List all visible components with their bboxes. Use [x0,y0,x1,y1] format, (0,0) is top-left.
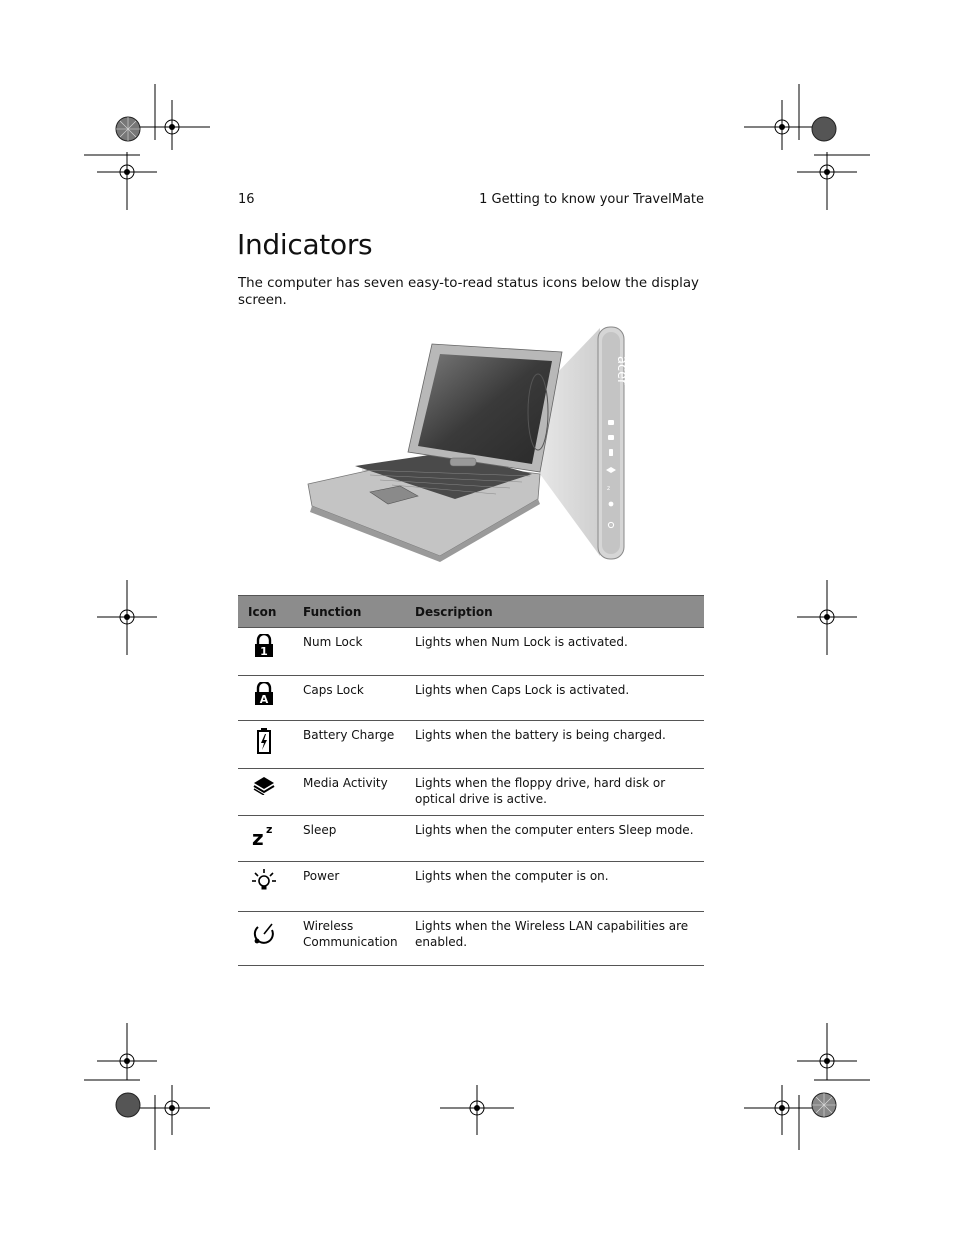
table-row [238,862,704,912]
table-row [238,628,704,676]
description-cell: Lights when Caps Lock is activated. [415,676,704,721]
chapter-header: 1 Getting to know your TravelMate [479,192,704,207]
table-row [238,721,704,769]
svg-text:1: 1 [260,645,268,658]
table-row [238,676,704,721]
function-cell: Power [303,862,415,912]
description-cell: Lights when Num Lock is activated. [415,628,704,676]
function-cell: Wireless Communication [303,912,415,966]
laptop-illustration [300,324,630,564]
wireless-icon [252,922,276,946]
svg-text:A: A [259,693,269,706]
function-cell: Sleep [303,816,415,862]
function-cell: Battery Charge [303,721,415,769]
description-cell: Lights when the Wireless LAN capabilities are enabled. [415,912,704,966]
column-header-icon: Icon [238,596,303,628]
caps-lock-icon [253,682,275,706]
media-activity-icon [252,775,276,795]
description-cell: Lights when the computer enters Sleep mode. [415,816,704,862]
indicators-table [238,595,704,966]
function-cell: Media Activity [303,769,415,816]
num-lock-icon [253,634,275,658]
column-header-description: Description [415,596,704,628]
description-cell: Lights when the battery is being charged. [415,721,704,769]
svg-text:z: z [252,826,264,846]
intro-paragraph: The computer has seven easy-to-read status icons below the display screen. [238,276,699,308]
column-header-function: Function [303,596,415,628]
svg-text:z: z [607,485,611,492]
power-icon [251,868,277,892]
sleep-icon [251,822,277,846]
function-cell: Caps Lock [303,676,415,721]
table-row [238,816,704,862]
svg-text:z: z [266,823,273,836]
page-title: Indicators [237,228,373,261]
table-header-row [238,596,704,628]
acer-logo: acer [614,356,629,385]
description-cell: Lights when the floppy drive, hard disk or optical drive is active. [415,769,704,816]
function-cell: Num Lock [303,628,415,676]
battery-charge-icon [256,727,272,755]
description-cell: Lights when the computer is on. [415,862,704,912]
table-row [238,912,704,966]
page-number: 16 [238,192,255,207]
table-row [238,769,704,816]
